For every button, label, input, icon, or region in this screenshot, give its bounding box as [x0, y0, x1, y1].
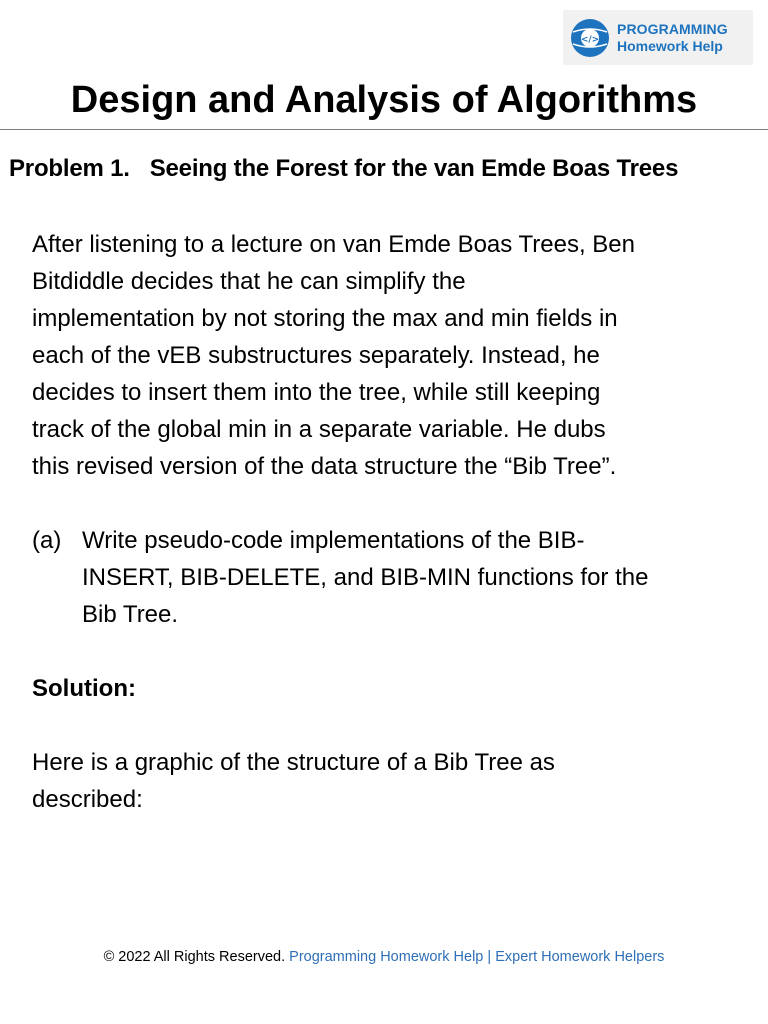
sub-question-line: INSERT, BIB-DELETE, and BIB-MIN functions for the	[82, 564, 649, 591]
solution-paragraph	[32, 744, 732, 818]
solution-line: described:	[32, 786, 143, 813]
sub-question-a	[32, 522, 732, 633]
logo-wordmark	[617, 21, 728, 55]
copyright-text: © 2022 All Rights Reserved.	[103, 949, 286, 965]
problem-body	[32, 226, 732, 818]
problem-title: Seeing the Forest for the van Emde Boas Trees	[149, 155, 679, 182]
paragraph-line: implementation by not storing the max and min fields in	[32, 305, 618, 332]
brand-logo[interactable]	[563, 10, 753, 65]
paragraph-line: After listening to a lecture on van Emde Boas Trees, Ben	[32, 231, 635, 258]
sub-question-label: (a)	[32, 527, 62, 554]
paragraph-line: track of the global min in a separate variable. He dubs	[32, 416, 606, 443]
paragraph-line: each of the vEB substructures separately. Instead, he	[32, 342, 600, 369]
title-divider	[0, 129, 768, 130]
logo-mark-symbol: </>	[580, 34, 600, 45]
paragraph-line: Bitdiddle decides that he can simplify the	[32, 268, 466, 295]
solution-line: Here is a graphic of the structure of a Bib Tree as	[32, 749, 555, 776]
problem-number: Problem 1.	[9, 155, 130, 182]
footer-separator: |	[487, 949, 492, 965]
intro-paragraph	[32, 226, 732, 485]
sub-question-text	[82, 522, 732, 633]
footer-link-expert-homework-helpers[interactable]: Expert Homework Helpers	[495, 949, 665, 965]
sub-question-line: Write pseudo-code implementations of the BIB-	[82, 527, 585, 554]
logo-line-2: Homework Help	[617, 37, 723, 54]
problem-heading	[9, 152, 678, 186]
solution-label: Solution:	[32, 675, 136, 702]
code-globe-icon	[569, 17, 611, 59]
paragraph-line: decides to insert them into the tree, while still keeping	[32, 379, 601, 406]
paragraph-line: this revised version of the data structure the “Bib Tree”.	[32, 453, 617, 480]
page-title: Design and Analysis of Algorithms	[70, 79, 698, 121]
logo-line-1: PROGRAMMING	[617, 20, 728, 37]
page-footer	[0, 946, 768, 968]
sub-question-line: Bib Tree.	[82, 601, 179, 628]
footer-link-programming-homework-help[interactable]: Programming Homework Help	[289, 949, 484, 965]
